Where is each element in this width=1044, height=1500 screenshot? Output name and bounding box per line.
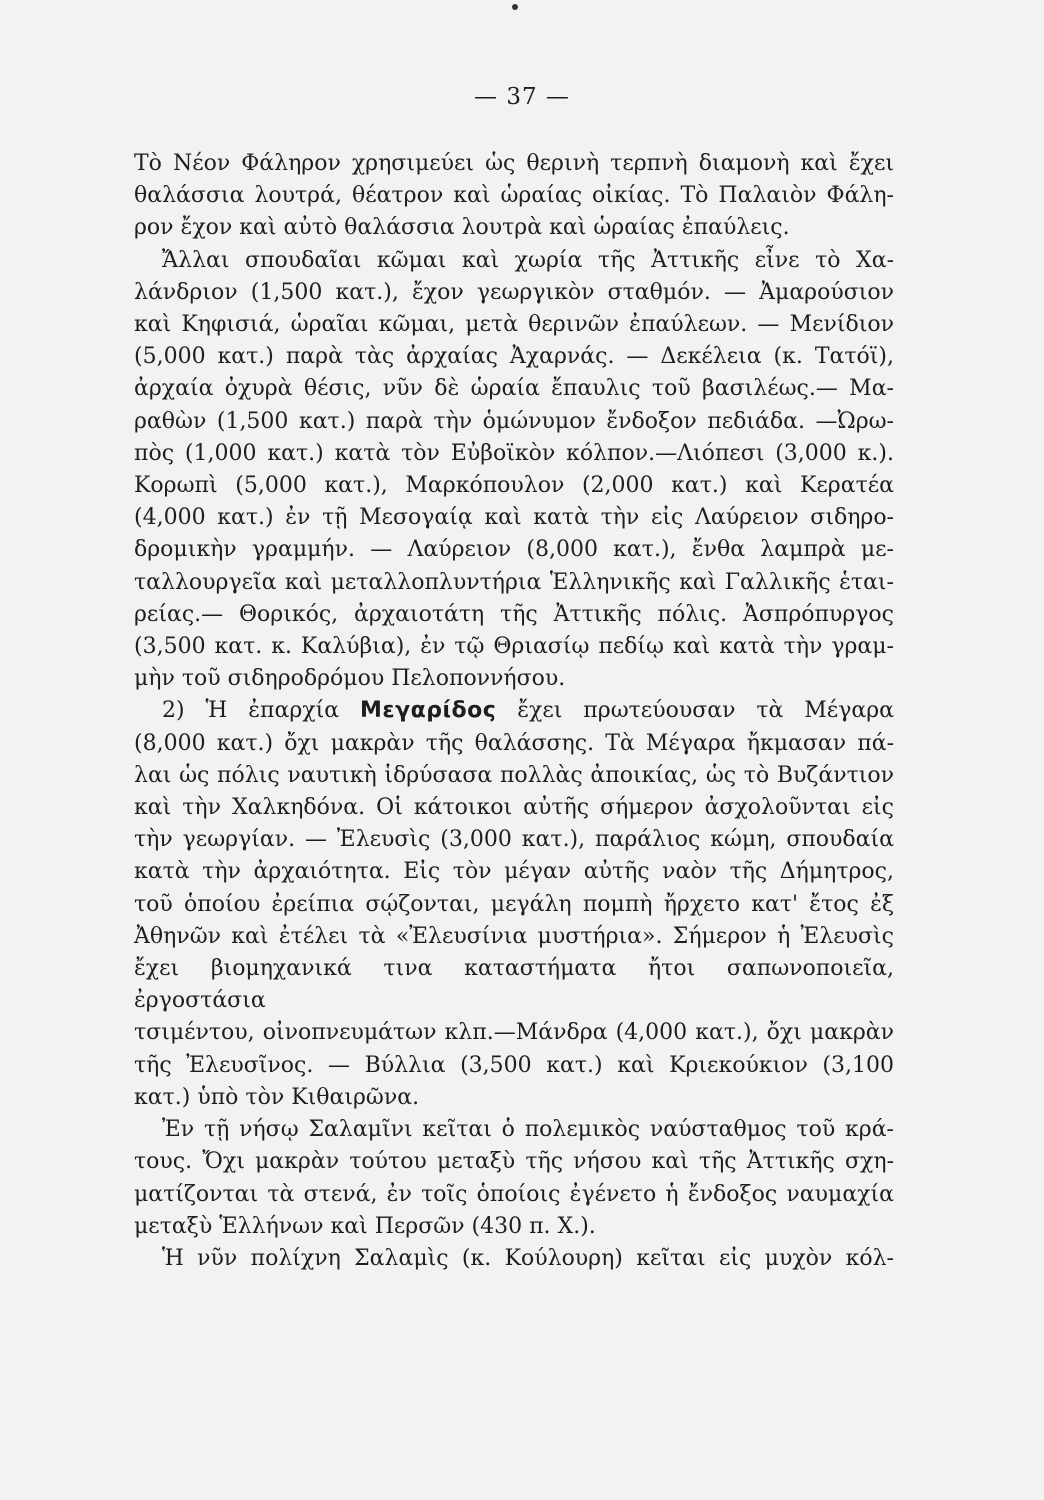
text-line: Κορωπὶ (5,000 κατ.), Μαρκόπουλον (2,000 κατ.) καὶ Κερατέα: [134, 473, 894, 499]
paragraph: [134, 1243, 894, 1275]
text-line: (3,500 κατ. κ. Καλύβια), ἐν τῷ Θριασίῳ πεδίῳ καὶ κατὰ τὴν γραμ-: [134, 634, 894, 660]
text-line: ἀρχαία ὀχυρὰ θέσις, νῦν δὲ ὡραία ἔπαυλις τοῦ βασιλέως.— Μα-: [134, 376, 894, 402]
paragraph: [134, 148, 894, 245]
ink-speck: [512, 4, 518, 10]
paragraph: [134, 1114, 894, 1243]
text-line: καὶ Κηφισιά, ὡραῖαι κῶμαι, μετὰ θερινῶν ἐπαύλεων. — Μενίδιον: [134, 312, 894, 338]
text-line: καὶ τὴν Χαλκηδόνα. Οἱ κάτοικοι αὐτῆς σήμερον ἀσχολοῦνται εἰς: [134, 795, 894, 821]
text-line: Ἐν τῇ νήσῳ Σαλαμῖνι κεῖται ὁ πολεμικὸς ναύσταθμος τοῦ κρά-: [162, 1117, 894, 1143]
text-line: τὴν γεωργίαν. — Ἐλευσὶς (3,000 κατ.), παράλιος κώμη, σπουδαία: [134, 827, 894, 853]
text-line: [134, 695, 894, 727]
text-line: ραθὼν (1,500 κατ.) παρὰ τὴν ὁμώνυμον ἔνδοξον πεδιάδα. —Ὠρω-: [134, 408, 894, 434]
text-line: Ἡ νῦν πολίχνη Σαλαμὶς (κ. Κούλουρη) κεῖται εἰς μυχὸν κόλ-: [162, 1245, 894, 1271]
text-line: ρον ἔχον καὶ αὐτὸ θαλάσσια λουτρὰ καὶ ὡραίας ἐπαύλεις.: [134, 215, 790, 241]
text-line: ἔχει βιομηχανικά τινα καταστήματα ἤτοι σαπωνοποιεῖα, ἐργοστάσια: [134, 956, 894, 1014]
text-line: τοῦ ὁποίου ἐρείπια σῴζονται, μεγάλη πομπὴ ἤρχετο κατ' ἔτος ἐξ: [134, 891, 894, 917]
text-line: μὴν τοῦ σιδηροδρόμου Πελοποννήσου.: [134, 666, 566, 692]
text-line: δρομικὴν γραμμήν. — Λαύρειον (8,000 κατ.), ἔνθα λαμπρὰ με-: [134, 537, 894, 563]
text-line: (4,000 κατ.) ἐν τῇ Μεσογαίᾳ καὶ κατὰ τὴν εἰς Λαύρειον σιδηρο-: [134, 505, 894, 531]
page-number: — 37 —: [474, 84, 570, 110]
text-line: λάνδριον (1,500 κατ.), ἔχον γεωργικὸν σταθμόν. — Ἀμαρούσιον: [134, 279, 894, 305]
text-line: ταλλουργεῖα καὶ μεταλλοπλυντήρια Ἑλληνικῆς καὶ Γαλλικῆς ἑται-: [134, 569, 894, 595]
text-line: τους. Ὄχι μακρὰν τούτου μεταξὺ τῆς νήσου καὶ τῆς Ἀττικῆς σχη-: [134, 1149, 894, 1175]
text-line: Τὸ Νέον Φάληρον χρησιμεύει ὡς θερινὴ τερπνὴ διαμονὴ καὶ ἔχει: [134, 151, 894, 176]
paragraph: [134, 695, 894, 1114]
heading-word-megaridos: Μεγαρίδος: [360, 698, 497, 724]
text-line: λαι ὡς πόλις ναυτικὴ ἱδρύσασα πολλὰς ἀποικίας, ὡς τὸ Βυζάντιον: [134, 762, 894, 788]
text-line: πὸς (1,000 κατ.) κατὰ τὸν Εὐβοϊκὸν κόλπον.—Λιόπεσι (3,000 κ.).: [134, 440, 894, 466]
text-line: ματίζονται τὰ στενά, ἐν τοῖς ὁποίοις ἐγένετο ἡ ἔνδοξος ναυμαχία: [134, 1181, 894, 1207]
text-line: (8,000 κατ.) ὄχι μακρὰν τῆς θαλάσσης. Τὰ Μέγαρα ἤκμασαν πά-: [134, 730, 894, 756]
text-line: θαλάσσια λουτρά, θέατρον καὶ ὡραίας οἰκίας. Τὸ Παλαιὸν Φάλη-: [134, 183, 894, 209]
text-fragment: 2) Ἡ ἐπαρχία: [162, 698, 360, 724]
text-line: ρείας.— Θορικός, ἀρχαιοτάτη τῆς Ἀττικῆς πόλις. Ἀσπρόπυργος: [134, 601, 894, 627]
text-line: Ἀθηνῶν καὶ ἐτέλει τὰ «Ἐλευσίνια μυστήρια». Σήμερον ἡ Ἐλευσὶς: [134, 923, 894, 949]
text-line: τσιμέντου, οἰνοπνευμάτων κλπ.—Μάνδρα (4,000 κατ.), ὄχι μακρὰν: [134, 1020, 894, 1046]
text-line: κατὰ τὴν ἀρχαιότητα. Εἰς τὸν μέγαν αὐτῆς ναὸν τῆς Δήμητρος,: [134, 859, 894, 885]
text-line: Ἄλλαι σπουδαῖαι κῶμαι καὶ χωρία τῆς Ἀττικῆς εἶνε τὸ Χα-: [162, 247, 894, 273]
text-line: μεταξὺ Ἑλλήνων καὶ Περσῶν (430 π. Χ.).: [134, 1213, 596, 1239]
text-line: κατ.) ὑπὸ τὸν Κιθαιρῶνα.: [134, 1084, 420, 1110]
text-line: τῆς Ἐλευσῖνος. — Βύλλια (3,500 κατ.) καὶ Κριεκούκιον (3,100: [134, 1052, 894, 1078]
text-line: (5,000 κατ.) παρὰ τὰς ἀρχαίας Ἀχαρνάς. — Δεκέλεια (κ. Τατόϊ),: [134, 344, 894, 370]
paragraph: [134, 245, 894, 696]
body-text: [134, 148, 894, 1275]
text-fragment: ἔχει πρωτεύουσαν τὰ Μέγαρα: [496, 698, 894, 724]
